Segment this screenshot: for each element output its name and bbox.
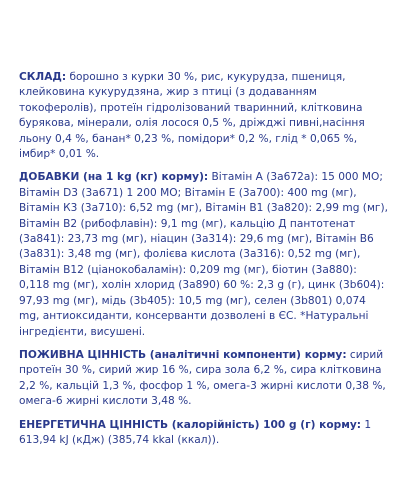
composition-text: борошно з курки 30 %, рис, кукурудза, пшениця, клейковина кукурудзяна, жир з птиці (з додаванням токоферолів), протеїн гідролізований тваринний, клітковина бурякова, мінерали, олія лосося 0,5 %, дріжджі пивні,насіння льону 0,4 %, банан* 0,23 %, помідори* 0,2 %, глід * 0,065 %, імбир* 0,01 %.	[19, 71, 365, 161]
energy-value-heading: ЕНЕРГЕТИЧНА ЦІННІСТЬ (калорійність) 100 g (г) корму:	[19, 418, 361, 431]
composition-heading: СКЛАД:	[19, 71, 67, 83]
nutritional-value-section	[19, 348, 388, 410]
additives-section	[19, 170, 388, 339]
composition-section	[19, 70, 388, 162]
nutritional-value-heading: ПОЖИВНА ЦІННІСТЬ (аналітичні компоненти) корму:	[19, 348, 347, 361]
energy-value-section	[19, 418, 388, 449]
additives-heading: ДОБАВКИ (на 1 kg (кг) корму):	[19, 171, 209, 184]
energy-value-text: 1 613,94 kJ (кДж) (385,74 kkal (ккал)).	[19, 418, 372, 446]
additives-text: Вітамін А (3а672а): 15 000 МО; Вітамін D3 (3а671) 1 200 МО; Вітамін Е (3а700): 400 mg (мг), Вітамін К3 (3а710): 6,52 mg (мг), Вітамін В1 (3а820): 2,99 mg (мг), Вітамін В2 (рибофлавін): 9,1 mg (мг), кальцію Д пантотенат (3а841): 23,73 mg (мг), ніацин (3а314): 29,6 mg (мг), Вітамін В6 (3а831): 3,48 mg (мг), фолієва кислота (3а316): 0,52 mg (мг), Вітамін В12 (ціанокобаламін): 0,209 mg (мг), біотин (3а880): 0,118 mg (мг), холін хлорид (3а890) 60 %: 2,3 g (г), цинк (3b604): 97,93 mg (мг), мідь (3b405): 10,5 mg (мг), селен (3b801) 0,074 mg, антиоксиданти, консерванти дозволені в ЄС. *Натуральні інгредієнти, висушені.	[19, 171, 389, 338]
nutritional-value-text: сирий протеїн 30 %, сирий жир 16 %, сира зола 6,2 %, сира клітковина 2,2 %, кальцій 1,3 %, фосфор 1 %, омега-3 жирні кислоти 0,38 %, омега-6 жирні кислоти 3,48 %.	[19, 348, 386, 408]
